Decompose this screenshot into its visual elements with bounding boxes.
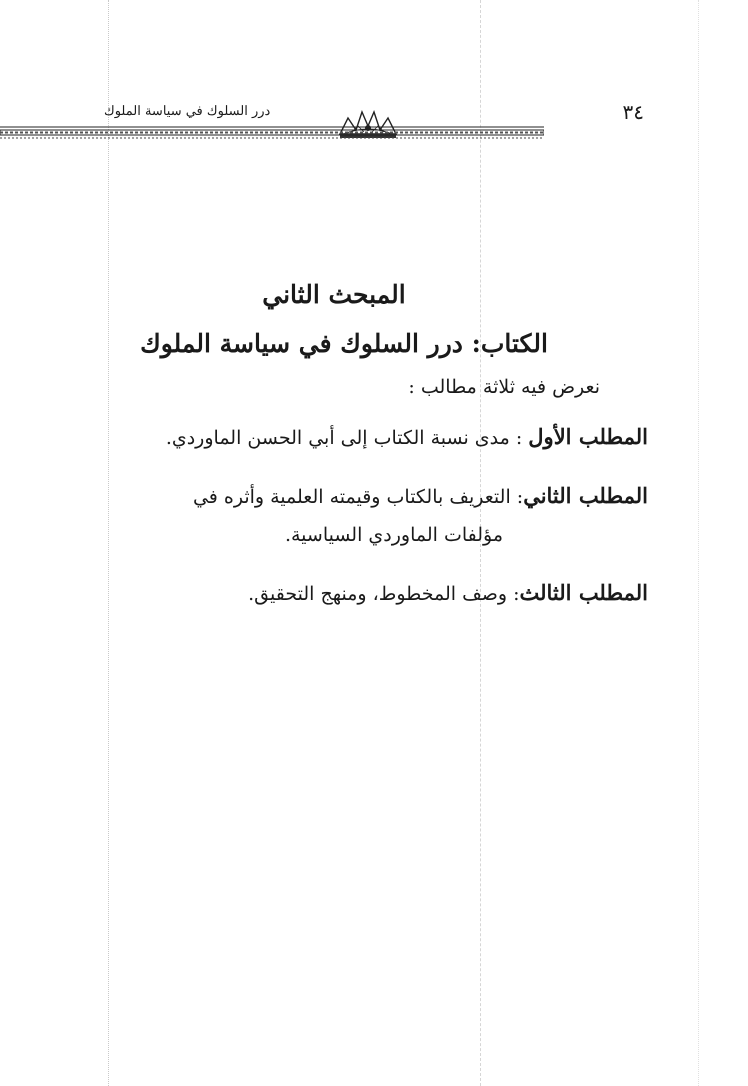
book-title: الكتاب: درر السلوك في سياسة الملوك	[140, 329, 548, 358]
running-title: درر السلوك في سياسة الملوك	[104, 104, 271, 119]
requirement-2	[100, 477, 648, 516]
intro-text: نعرض فيه ثلاثة مطالب :	[408, 376, 600, 398]
page-content	[100, 280, 648, 613]
requirement-1	[100, 418, 648, 457]
requirement-2-label: المطلب الثاني	[523, 483, 648, 508]
page-number: ٣٤	[622, 100, 644, 124]
requirement-3-label: المطلب الثالث	[519, 580, 648, 605]
scan-guide-line-right	[698, 0, 699, 1086]
requirement-1-label: المطلب الأول	[528, 424, 648, 449]
requirement-2-text: : التعريف بالكتاب وقيمته العلمية وأثره في	[192, 486, 524, 508]
header-rule	[0, 124, 544, 140]
requirement-2-continuation: مؤلفات الماوردي السياسية.	[284, 524, 504, 546]
section-heading: المبحث الثاني	[262, 280, 406, 309]
requirement-3	[100, 574, 648, 613]
requirement-3-text: : وصف المخطوط، ومنهج التحقيق.	[248, 583, 520, 605]
requirement-1-text: : مدى نسبة الكتاب إلى أبي الحسن الماوردي.	[165, 427, 529, 449]
